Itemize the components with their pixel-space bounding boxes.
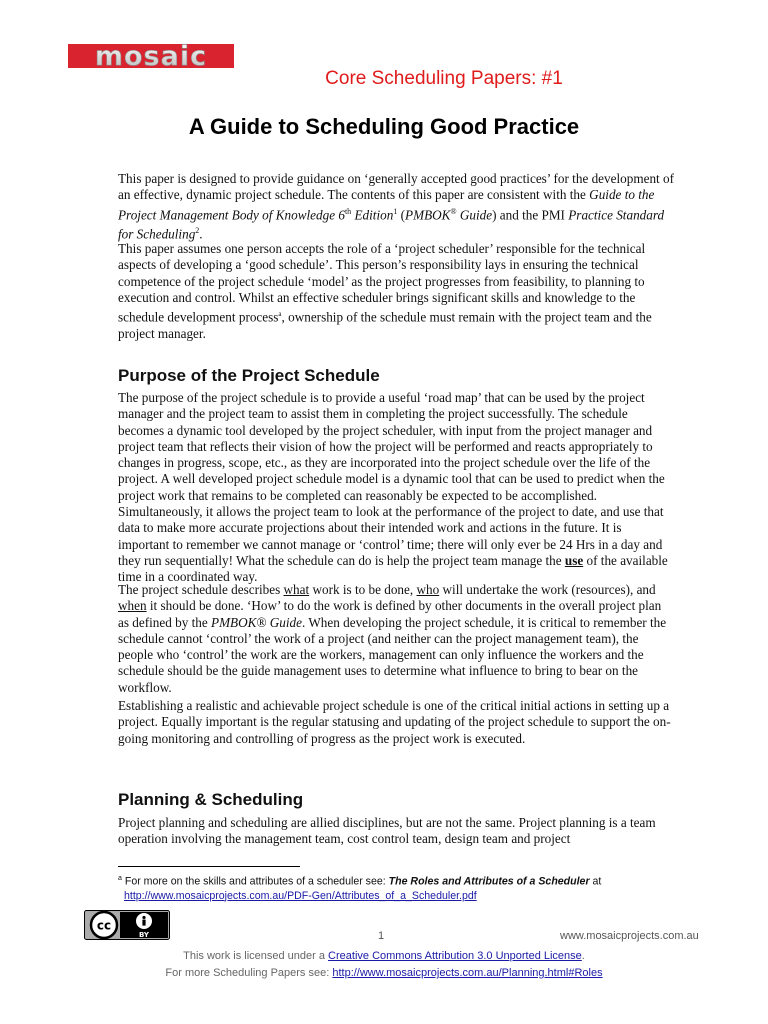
footnote-link[interactable]: http://www.mosaicprojects.com.au/PDF-Gen/Attributes_of_a_Scheduler.pdf: [124, 889, 477, 902]
mosaic-logo: [68, 41, 234, 71]
purpose-paragraph-2: The project schedule describes what work is to be done, who will undertake the work (resources), and when it should be done. ‘How’ to do the work is defined by other documents in the overall project plan as defined by the PMBOK® Guide. When developing the project schedule, it is critical to remember the schedule cannot ‘control’ the work of a project (and neither can the project management team), the people who ‘control’ the work are the workers, management can only influence the workers and the schedule should be the guide management uses to determine what influence to bring to bear on the workflow.: [118, 582, 667, 695]
logo-text: mosaic: [94, 41, 208, 71]
page-title: A Guide to Scheduling Good Practice: [188, 114, 580, 139]
more-papers-link[interactable]: http://www.mosaicprojects.com.au/Planning.html#Roles: [332, 967, 603, 979]
footnote-divider: [118, 866, 300, 867]
planning-paragraph-1: Project planning and scheduling are allied disciplines, but are not the same. Project planning is a team operation involving the management team, cost control team, design team and project: [118, 815, 656, 847]
purpose-paragraph-1: The purpose of the project schedule is to provide a useful ‘road map’ that can be used by the project manager and the project team to assist them in completing the project successfully. The schedule becomes a dynamic tool developed by the project scheduler, with input from the project manager and project team that reflects their vision of how the project will be performed and reacts appropriately to changes in progress, scope, etc., as they are incorporated into the project schedule over the life of the project. A well developed project schedule model is a dynamic tool that can be used to predict when the project work that remains to be completed can reasonably be expected to be accomplished. Simultaneously, it allows the project team to look at the performance of the project to date, and use that data to make more accurate projections about their intended work and actions in the future. It is important to remember we cannot manage or ‘control’ time; there will only ever be 24 Hrs in a day and they run sequentially! What the schedule can do is help the project team manage the use of the available time in a coordinated way.: [118, 390, 668, 585]
intro-paragraph-2: This paper assumes one person accepts the role of a ‘project scheduler’ responsible for the technical aspects of developing a ‘good schedule’. This person’s responsibility lays in ensuring the technical competence of the project schedule ‘model’ as the project progresses from feasibility, to planning to execution and control. Whilst an effective scheduler brings significant skills and knowledge to the schedule development process$^a$, ownership of the schedule must remain with the project team and the project manager.: [118, 241, 652, 341]
series-title: Core Scheduling Papers: #1: [325, 68, 563, 89]
license-link[interactable]: Creative Commons Attribution 3.0 Unported License: [328, 950, 582, 962]
creative-commons-badge[interactable]: [84, 910, 170, 940]
by-label: BY: [138, 931, 150, 939]
footnote: $^a$ For more on the skills and attributes of a scheduler see: The Roles and Attributes of a Scheduler at http://www.mosaicprojects.com.au/PDF-Gen/Attributes_of_a_Scheduler.pdf: [118, 875, 602, 902]
license-line: This work is licensed under a Creative Commons Attribution 3.0 Unported License.: [183, 950, 585, 962]
section-heading-planning: Planning & Scheduling: [118, 790, 304, 809]
section-heading-purpose: Purpose of the Project Schedule: [118, 366, 380, 385]
more-papers-line: For more Scheduling Papers see: http://www.mosaicprojects.com.au/Planning.html#Roles: [165, 967, 603, 979]
cc-label: cc: [96, 918, 112, 933]
intro-paragraph-1: This paper is designed to provide guidance on ‘generally accepted good practices’ for the development of an effective, dynamic project schedule. The contents of this paper are consistent with the Guide to the Project Management Body of Knowledge 6th Edition$^1$ (PMBOK® Guide) and the PMI Practice Standard for Scheduling$^2$.: [118, 171, 674, 242]
page-number: 1: [378, 930, 385, 942]
purpose-paragraph-3: Establishing a realistic and achievable project schedule is one of the critical initial actions in setting up a project. Equally important is the regular statusing and updating of the project schedule to support the on-going monitoring and controlling of progress as the project work is executed.: [118, 698, 671, 746]
footer-site-url: www.mosaicprojects.com.au: [560, 930, 699, 942]
